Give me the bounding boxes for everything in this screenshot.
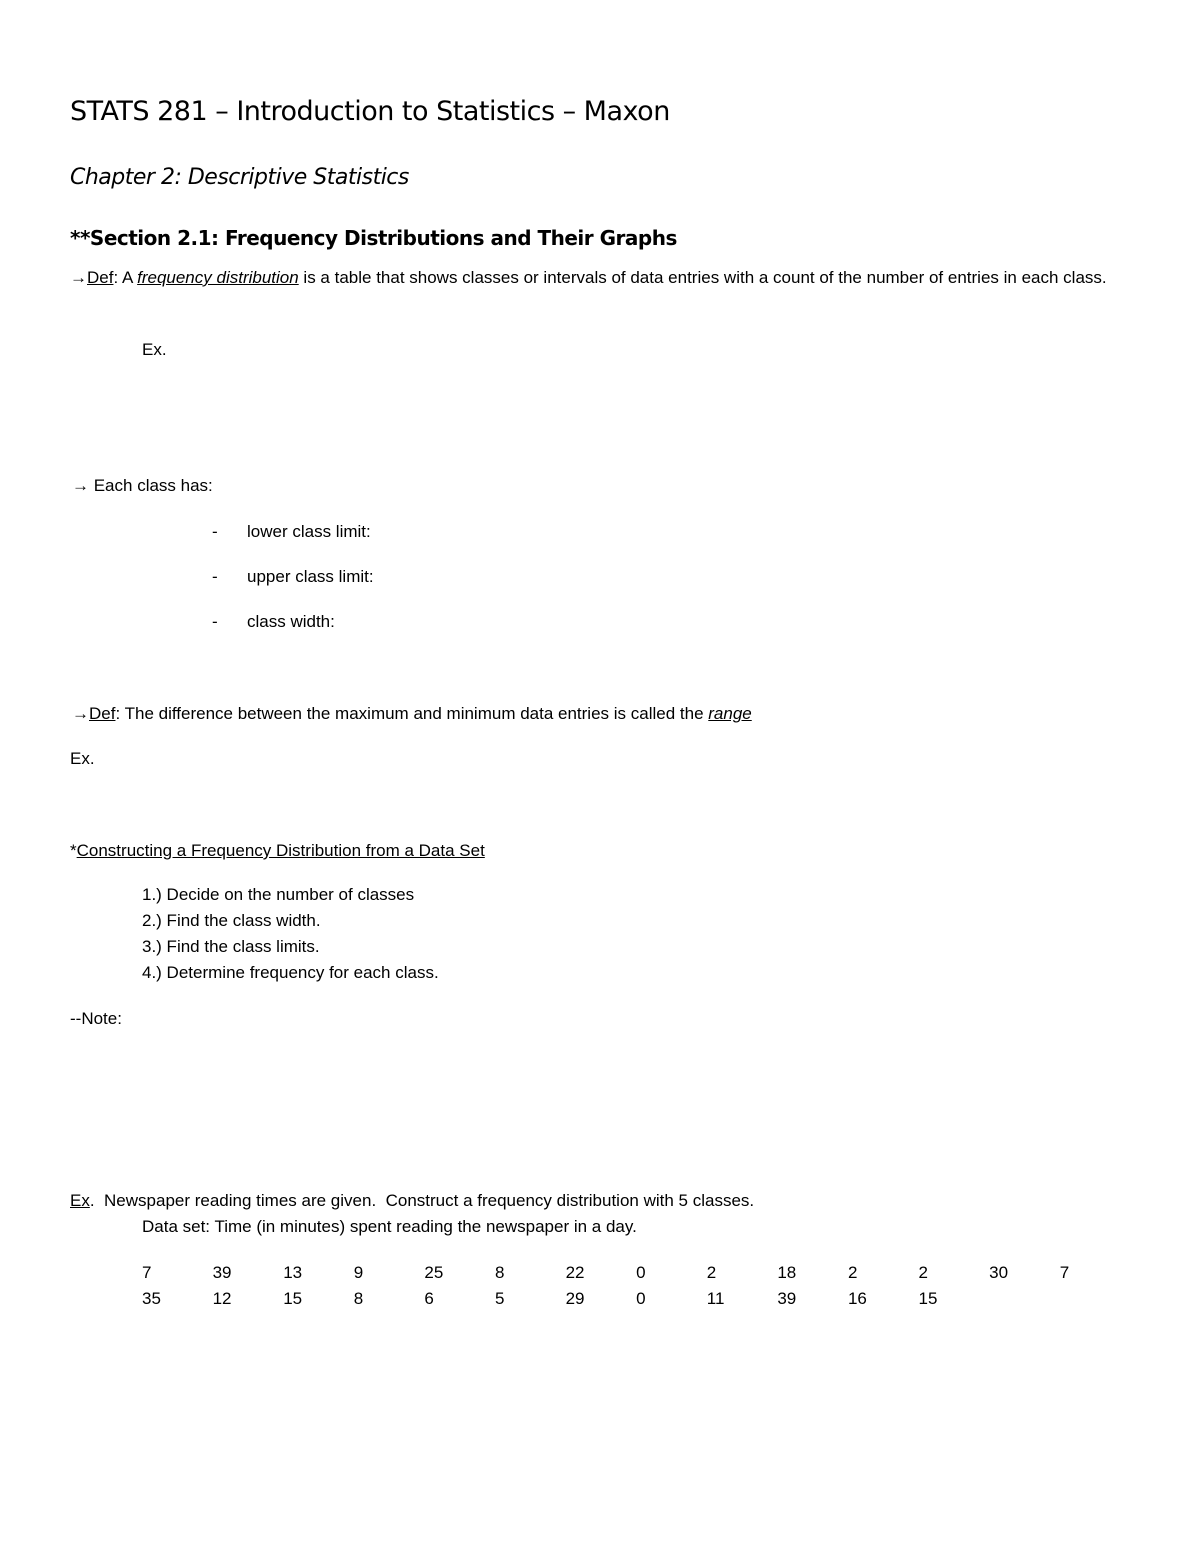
construction-heading-text: Constructing a Frequency Distribution from a Data Set: [76, 841, 485, 860]
example-label: Ex: [70, 1191, 90, 1210]
asterisk: *: [70, 841, 77, 860]
data-value: 8: [494, 1263, 505, 1282]
step-item: 4.) Determine frequency for each class.: [142, 963, 439, 982]
data-value: 12: [212, 1289, 232, 1308]
section-title: **Section 2.1: Frequency Distributions and Their Graphs: [70, 226, 677, 250]
example-label: Ex.: [142, 340, 167, 359]
example-label: Ex.: [70, 749, 95, 768]
data-value: 13: [283, 1263, 303, 1282]
course-title: STATS 281 – Introduction to Statistics – Maxon: [70, 96, 670, 127]
data-row-2: [142, 1286, 989, 1311]
list-item-dash: -: [212, 567, 218, 586]
construction-steps: [142, 882, 439, 986]
list-item-class-width: class width:: [247, 612, 335, 631]
construction-heading: [70, 838, 485, 863]
data-set-description: Data set: Time (in minutes) spent reading the newspaper in a day.: [142, 1217, 637, 1236]
list-item-dash: -: [212, 522, 218, 541]
data-value: 2: [706, 1263, 717, 1282]
arrow-icon: →: [70, 268, 87, 287]
term-range: range: [708, 704, 752, 723]
data-value: 8: [353, 1289, 364, 1308]
data-value: 29: [565, 1289, 585, 1308]
note-label: --Note:: [70, 1009, 122, 1028]
def-text: : The difference between the maximum and minimum data entries is called the: [115, 704, 709, 723]
list-item-upper-class-limit: upper class limit:: [247, 567, 374, 586]
chapter-title: Chapter 2: Descriptive Statistics: [70, 165, 409, 190]
data-row-1: [142, 1260, 1130, 1285]
step-item: 3.) Find the class limits.: [142, 937, 320, 956]
data-value: 2: [847, 1263, 858, 1282]
prompt-text: Newspaper reading times are given. Construct a frequency distribution with 5 classes.: [94, 1191, 755, 1210]
data-value: 0: [636, 1289, 646, 1308]
data-value: 6: [424, 1289, 434, 1308]
data-value: 5: [494, 1289, 505, 1308]
data-value: 16: [847, 1289, 867, 1308]
step-item: 2.) Find the class width.: [142, 911, 321, 930]
def-text-rest: is a table that shows classes or intervals of data entries with a count of the number of entries in each class.: [298, 268, 1107, 287]
data-value: 30: [989, 1263, 1009, 1282]
def-label: Def: [89, 704, 116, 723]
data-value: 39: [212, 1263, 232, 1282]
list-item-lower-class-limit: lower class limit:: [247, 522, 371, 541]
data-value: 39: [777, 1289, 797, 1308]
list-item-dash: -: [212, 612, 218, 631]
data-value: 35: [142, 1289, 161, 1308]
def-label: Def: [87, 268, 114, 287]
data-value: 9: [353, 1263, 364, 1282]
data-value: 11: [706, 1289, 725, 1308]
frequency-distribution-definition: [70, 265, 1110, 290]
newspaper-example-prompt: [70, 1188, 754, 1213]
data-value: 15: [283, 1289, 303, 1308]
data-value: 22: [565, 1263, 585, 1282]
data-value: 25: [424, 1263, 444, 1282]
range-definition: [72, 701, 752, 726]
def-text: : A: [113, 268, 138, 287]
term-frequency-distribution: frequency distribution: [137, 268, 299, 287]
data-value: 0: [636, 1263, 646, 1282]
period: .: [89, 1191, 95, 1210]
arrow-icon: →: [72, 704, 89, 723]
data-value: 7: [142, 1263, 152, 1282]
data-value: 2: [918, 1263, 928, 1282]
data-value: 15: [918, 1289, 938, 1308]
data-value: 7: [1059, 1263, 1070, 1282]
each-class-intro: → Each class has:: [72, 476, 213, 495]
step-item: 1.) Decide on the number of classes: [142, 885, 415, 904]
data-value: 18: [777, 1263, 797, 1282]
